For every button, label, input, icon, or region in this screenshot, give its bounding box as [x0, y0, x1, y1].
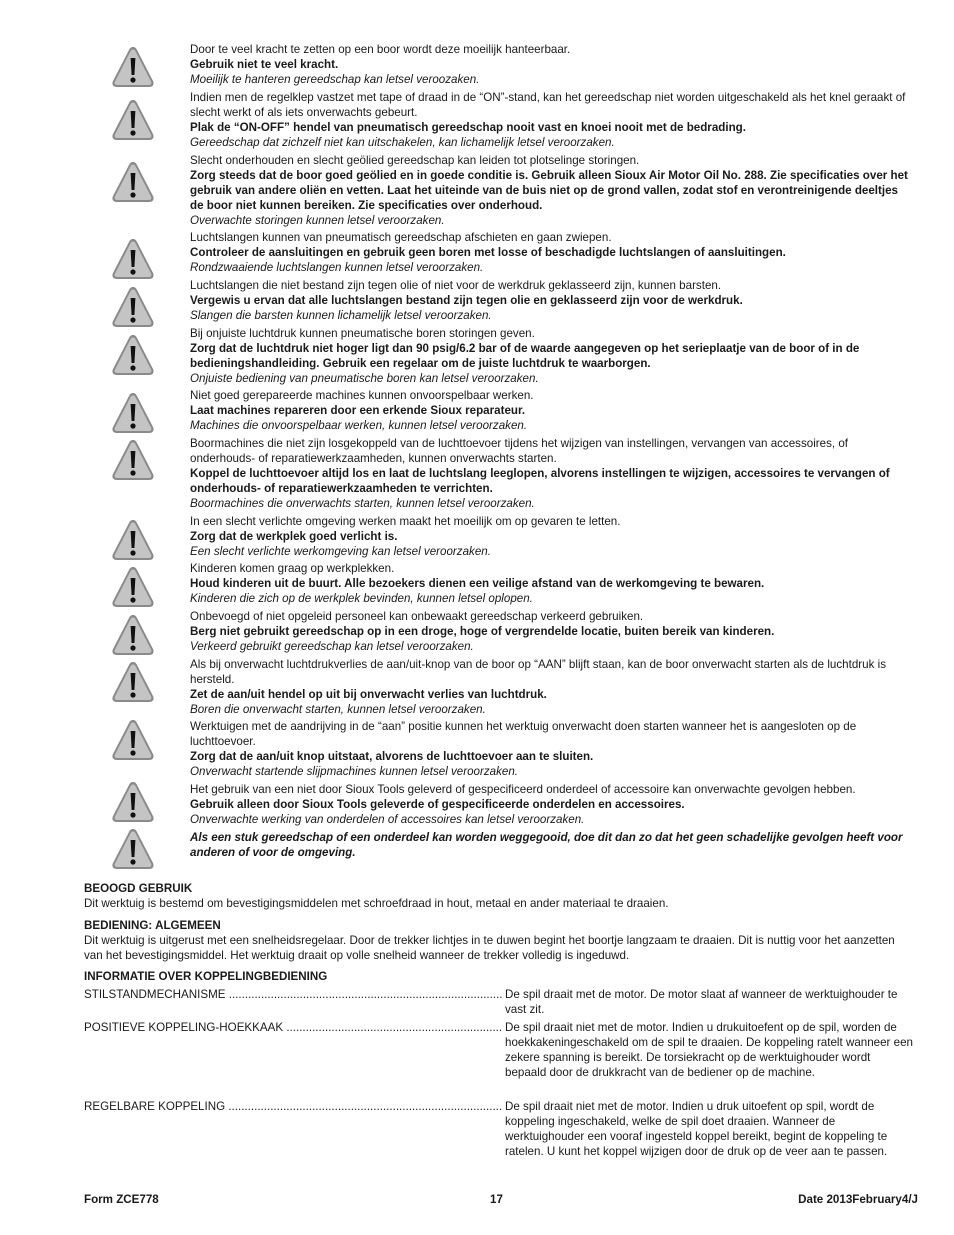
warning-triangle-icon: [111, 613, 155, 657]
warning-triangle-icon: [111, 565, 155, 609]
footer-date: Date 2013February4/J: [798, 1193, 918, 1206]
warning-triangle-icon: [111, 660, 155, 704]
warning-triangle-icon: [111, 285, 155, 329]
hazard-text: Als bij onverwacht luchtdrukverlies de aan/uit-knop van de boor op “AAN” blijft staan, kan de boor onverwacht starten als de luchtdruk is hersteld.: [190, 658, 886, 687]
warning-block: [190, 609, 912, 654]
consequence-text: Boren die onverwacht starten, kunnen letsel veroorzaken.: [190, 703, 486, 717]
warning-block: [190, 514, 912, 559]
section-heading: BEOOGD GEBRUIK: [84, 882, 193, 895]
warning-block: [190, 278, 912, 323]
intended-use-section: [84, 881, 914, 911]
hazard-text: Luchtslangen die niet bestand zijn tegen olie of niet voor de werkdruk geklasseerd zijn, kunnen barsten.: [190, 279, 722, 292]
hazard-text: Boormachines die niet zijn losgekoppeld van de luchttoevoer tijdens het wijzigen van instellingen, vervangen van accessoires, of onderhouds- of reparatiewerkzaamheden, kunnen onverwachts starten.: [190, 437, 849, 466]
instruction-text: Zorg steeds dat de boor goed geölied en in goede conditie is. Gebruik alleen Sioux Air Motor Oil No. 288. Zie specificaties over het gebruik van andere oliën en vetten. Laat het uiteinde van de buis niet op de grond vallen, zodat stof en verontreinigende deeltjes de boor niet kunnen bereiken. Zie specificaties over onderhoud.: [190, 169, 908, 213]
warning-triangle-icon: [111, 237, 155, 281]
warning-block: [190, 153, 912, 228]
warning-block: [190, 42, 912, 87]
instruction-text: Plak de “ON-OFF” hendel van pneumatisch gereedschap nooit vast en knoei nooit met de bedrading.: [190, 121, 746, 135]
clutch-description: De spil draait met de motor. De motor slaat af wanneer de werktuighouder te vast zit.: [505, 988, 898, 1017]
consequence-text: Kinderen die zich op de werkplek bevinden, kunnen letsel oplopen.: [190, 592, 533, 606]
warning-block: [190, 326, 912, 386]
warning-triangle-icon: [111, 827, 155, 871]
warning-block: [190, 436, 912, 511]
instruction-text: Koppel de luchttoevoer altijd los en laat de luchtslang leeglopen, alvorens instellingen te wijzigen, accessoires te vervangen of onderhouds- of reparatiewerkzaamheden te verrichten.: [190, 467, 890, 496]
hazard-text: Slecht onderhouden en slecht geölied gereedschap kan leiden tot plotselinge storingen.: [190, 154, 640, 167]
hazard-text: Werktuigen met de aandrijving in de “aan” positie kunnen het werktuig onverwacht doen starten wanneer het is aangesloten op de luchttoevoer.: [190, 720, 857, 749]
consequence-text: Moeilijk te hanteren gereedschap kan letsel veroozaken.: [190, 73, 480, 87]
warning-triangle-icon: [111, 438, 155, 482]
warning-triangle-icon: [111, 518, 155, 562]
section-heading: INFORMATIE OVER KOPPELINGBEDIENING: [84, 970, 328, 983]
consequence-text: Rondzwaaiende luchtslangen kunnen letsel veroorzaken.: [190, 261, 484, 275]
warning-block: [190, 782, 912, 827]
operation-section: [84, 918, 914, 963]
warning-triangle-icon: [111, 718, 155, 762]
consequence-text: Onverwacht startende slijpmachines kunnen letsel veroorzaken.: [190, 765, 519, 779]
warning-block: [190, 90, 912, 150]
section-heading: BEDIENING: ALGEMEEN: [84, 919, 221, 932]
footer-page-number: 17: [490, 1193, 503, 1206]
clutch-label: STILSTANDMECHANISME .....: [84, 987, 502, 1002]
hazard-text: Het gebruik van een niet door Sioux Tools geleverd of gespecificeerd onderdeel of accessoire kan onverwachte gevolgen hebben.: [190, 783, 856, 796]
instruction-text: Zorg dat de aan/uit knop uitstaat, alvorens de luchttoevoer aan te sluiten.: [190, 750, 594, 764]
consequence-text: Verkeerd gebruikt gereedschap kan letsel veroorzaken.: [190, 640, 474, 654]
warning-block: [190, 388, 912, 433]
clutch-label: POSITIEVE KOPPELING-HOEKKAAK .....: [84, 1020, 502, 1035]
consequence-text: Een slecht verlichte werkomgeving kan letsel veroorzaken.: [190, 545, 491, 559]
consequence-text: Slangen die barsten kunnen lichamelijk letsel veroorzaken.: [190, 309, 492, 323]
warning-triangle-icon: [111, 98, 155, 142]
warning-triangle-icon: [111, 45, 155, 89]
warning-block: [190, 561, 912, 606]
warning-triangle-icon: [111, 391, 155, 435]
hazard-text: Door te veel kracht te zetten op een boor wordt deze moeilijk hanteerbaar.: [190, 43, 571, 56]
disposal-text: Als een stuk gereedschap of een onderdeel kan worden weggegooid, doe dit dan zo dat het geen schadelijke gevolgen heeft voor anderen of voor de omgeving.: [190, 831, 903, 860]
clutch-label: REGELBARE KOPPELING .....: [84, 1099, 502, 1114]
consequence-text: Gereedschap dat zichzelf niet kan uitschakelen, kan lichamelijk letsel veroorzaken.: [190, 136, 615, 150]
warning-block: [190, 657, 912, 717]
warning-triangle-icon: [111, 160, 155, 204]
consequence-text: Overwachte storingen kunnen letsel veroorzaken.: [190, 214, 445, 228]
hazard-text: Luchtslangen kunnen van pneumatisch gereedschap afschieten en gaan zwiepen.: [190, 231, 612, 244]
clutch-description: De spil draait niet met de motor. Indien u druk uitoefent op spil, wordt de koppeling ingeschakeld, welke de spil doet draaien. Wanneer de werktuighouder een vooraf ingesteld koppel bereikt, begint de koppeling te ratelen. U kunt het koppel wijzigen door de druk op de veer aan te passen.: [505, 1100, 888, 1159]
consequence-text: Boormachines die onverwachts starten, kunnen letsel veroorzaken.: [190, 497, 535, 511]
consequence-text: Onverwachte werking van onderdelen of accessoires kan letsel veroorzaken.: [190, 813, 585, 827]
instruction-text: Zorg dat de luchtdruk niet hoger ligt dan 90 psig/6.2 bar of de waarde aangegeven op het serieplaatje van de boor of in de bedieningshandleiding. Gebruik een regelaar om de juiste luchtdruk te waarborgen.: [190, 342, 860, 371]
consequence-text: Onjuiste bediening van pneumatische boren kan letsel veroorzaken.: [190, 372, 539, 386]
hazard-text: Indien men de regelklep vastzet met tape of draad in de “ON”-stand, kan het gereedschap niet worden uitgeschakeld als het knel geraakt of slecht werkt of als iets onverwachts gebeurt.: [190, 91, 906, 120]
section-text: Dit werktuig is uitgerust met een snelheidsregelaar. Door de trekker lichtjes in te duwen begint het boortje langzaam te draaien. Dit is nuttig voor het aanzetten van het bevestigingsmiddel. Het werktuig draait op volle snelheid wanneer de trekker volledig is ingeduwd.: [84, 934, 895, 963]
warning-block: [190, 230, 912, 275]
instruction-text: Zet de aan/uit hendel op uit bij onverwacht verlies van luchtdruk.: [190, 688, 547, 702]
consequence-text: Machines die onvoorspelbaar werken, kunnen letsel veroorzaken.: [190, 419, 528, 433]
instruction-text: Berg niet gebruikt gereedschap op in een droge, hoge of vergrendelde locatie, buiten bereik van kinderen.: [190, 625, 775, 639]
instruction-text: Controleer de aansluitingen en gebruik geen boren met losse of beschadigde luchtslangen of aansluitingen.: [190, 246, 786, 260]
warning-block: [190, 719, 912, 779]
hazard-text: Kinderen komen graag op werkplekken.: [190, 562, 395, 575]
warning-block: [190, 830, 912, 860]
instruction-text: Houd kinderen uit de buurt. Alle bezoekers dienen een veilige afstand van de werkomgeving te bewaren.: [190, 577, 765, 591]
instruction-text: Vergewis u ervan dat alle luchtslangen bestand zijn tegen olie en geklasseerd zijn voor de werkdruk.: [190, 294, 743, 308]
clutch-description: De spil draait niet met de motor. Indien u drukuitoefent op de spil, worden de hoekkakeningeschakeld om de spil te draaien. De koppeling ratelt wanneer een zekere spanning is bereikt. De torsiekracht op de werktuighouder wordt bepaald door de drukkracht van de bediener op de machine.: [505, 1021, 913, 1080]
section-text: Dit werktuig is bestemd om bevestigingsmiddelen met schroefdraad in hout, metaal en ander materiaal te draaien.: [84, 897, 669, 911]
instruction-text: Gebruik niet te veel kracht.: [190, 58, 339, 72]
hazard-text: In een slecht verlichte omgeving werken maakt het moeilijk om op gevaren te letten.: [190, 515, 621, 528]
warning-triangle-icon: [111, 780, 155, 824]
instruction-text: Laat machines repareren door een erkende Sioux reparateur.: [190, 404, 526, 418]
hazard-text: Onbevoegd of niet opgeleid personeel kan onbewaakt gereedschap verkeerd gebruiken.: [190, 610, 644, 623]
clutch-section: [84, 969, 914, 984]
instruction-text: Gebruik alleen door Sioux Tools geleverde of gespecificeerde onderdelen en accessoires.: [190, 798, 685, 812]
instruction-text: Zorg dat de werkplek goed verlicht is.: [190, 530, 398, 544]
warning-triangle-icon: [111, 333, 155, 377]
hazard-text: Niet goed gerepareerde machines kunnen onvoorspelbaar werken.: [190, 389, 534, 402]
hazard-text: Bij onjuiste luchtdruk kunnen pneumatische boren storingen geven.: [190, 327, 535, 340]
footer-form: Form ZCE778: [84, 1193, 159, 1206]
